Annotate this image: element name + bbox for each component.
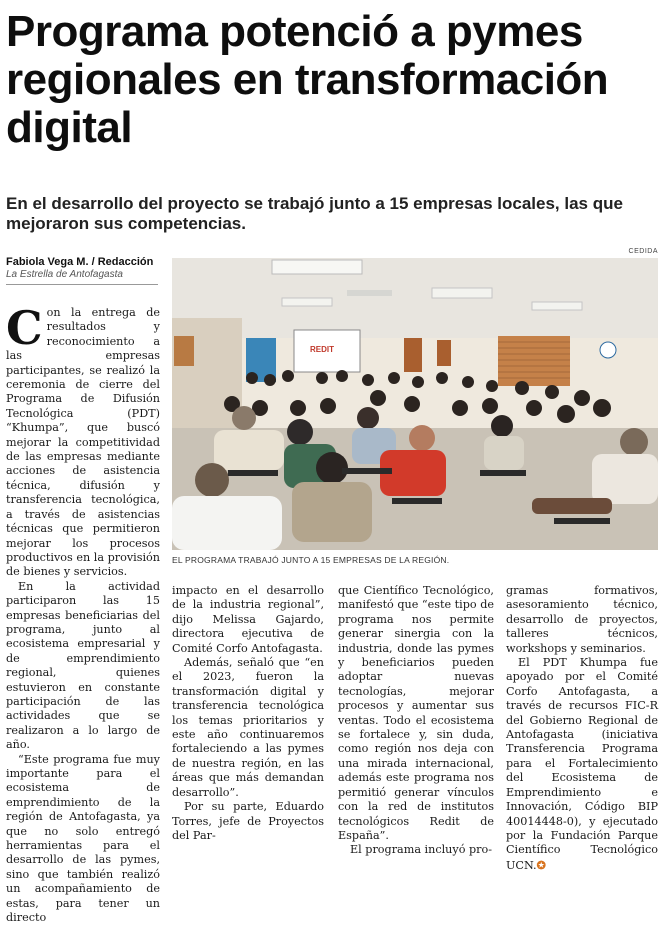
byline xyxy=(6,256,158,285)
paragraph: “Este programa fue muy importante para el ecosistema de emprendimiento de la región de Antofagasta, ya que no solo entregó herramientas para el desarrollo de las pymes, sino que también realizó un acompañamiento de estas, para tener un directo xyxy=(6,752,160,925)
paragraph xyxy=(506,656,658,873)
headline: Programa potenció a pymes regionales en transformación digital xyxy=(6,7,609,152)
paragraph: que Científico Tecnológico, manifestó que “este tipo de programa nos permite generar sinergia con la industria, donde las pymes y beneficiarios pueden adoptar nuevas tecnologías, mejorar procesos y aumentar sus ventas. Todo el ecosistema se fortalece y, sin duda, como región nos deja con una mirada internacional, además este programa nos permitió generar vínculos con la red de institutos tecnológicos Redit de España”. xyxy=(338,584,494,842)
body-column-1 xyxy=(6,301,160,925)
deck-subtitle: En el desarrollo del proyecto se trabajó junto a 15 empresas locales, las que mejoraron sus competencias. xyxy=(6,194,623,233)
body-column-4 xyxy=(506,584,658,872)
paragraph-text: on la entrega de resultados y reconocimiento a las empresas participantes, se realizó la ceremonia de cierre del Programa de Difusión Tecnológica (PDT) “Khumpa”, que buscó mejorar la competitividad de las empresas mediante acciones de asistencia técnica, difusión y transferencia tecnológica, a través de asistencias técnicas que permitieron mejorar los procesos productivos en la provisión de bienes y servicios. xyxy=(6,306,160,579)
body-column-3 xyxy=(338,584,494,857)
body-column-2 xyxy=(172,584,324,842)
byline-paper: La Estrella de Antofagasta xyxy=(6,269,123,280)
byline-rule xyxy=(6,284,158,285)
paragraph: Por su parte, Eduardo Torres, jefe de Proyectos del Par- xyxy=(172,800,324,842)
photo-caption: EL PROGRAMA TRABAJÓ JUNTO A 15 EMPRESAS DE LA REGIÓN. xyxy=(172,555,450,565)
paragraph: impacto en el desarrollo de la industria regional”, dijo Melissa Gajardo, directora ejecutiva de Comité Corfo Antofagasta. xyxy=(172,584,324,655)
paragraph-text: El PDT Khumpa fue apoyado por el Comité Corfo Antofagasta, a través de recursos FIC-R del Gobierno Regional de Antofagasta (iniciativa Transferencia Programa para el Fortalecimiento del Ecosistema de Emprendimiento e Innovación, Código BIP 40014448-0), y ejecutado por la Fundación Parque Científico Tecnológico UCN. xyxy=(506,656,658,872)
paragraph: gramas formativos, asesoramiento técnico, desarrollo de proyectos, talleres técnicos, workshops y seminarios. xyxy=(506,584,658,655)
dropcap: C xyxy=(6,301,43,355)
paragraph: El programa incluyó pro- xyxy=(350,843,493,857)
paragraph xyxy=(6,301,160,580)
paragraph: Además, señaló que “en el 2023, fueron la transformación digital y transferencia tecnológica los temas prioritarios y este año continuaremos fortaleciendo a las pymes de nuestra región, en las áreas que más demandan desarrollo”. xyxy=(172,656,324,799)
end-of-article-mark: ✪ xyxy=(536,857,546,872)
photo-credit: CEDIDA xyxy=(628,248,658,255)
paragraph: En la actividad participaron las 15 empresas beneficiarias del programa, junto al ecosistema empresarial y de emprendimiento regional, quienes estuvieron en constante participación de las actividades que se realizaron a lo largo de año. xyxy=(6,579,160,752)
screen-logo-text: REDIT xyxy=(310,345,334,354)
byline-author: Fabiola Vega M. / Redacción xyxy=(6,256,154,268)
article-photo xyxy=(172,258,658,550)
conference-room-illustration xyxy=(172,258,658,550)
